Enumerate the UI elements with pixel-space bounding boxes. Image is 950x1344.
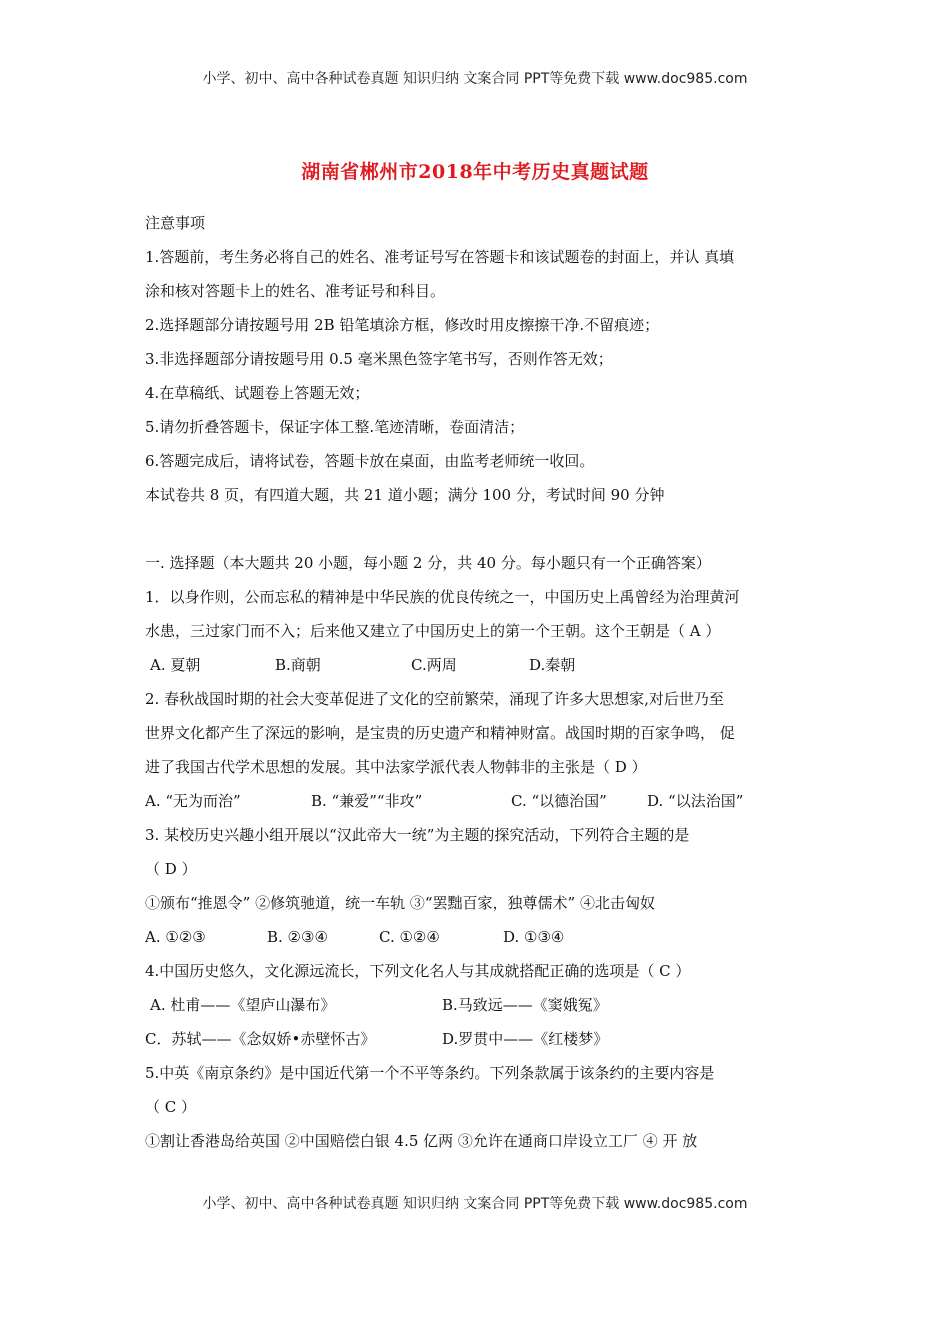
option-d: D. “以法治国”: [647, 792, 744, 810]
question-text: 水患，三过家门而不入；后来他又建立了中国历史上的第一个王朝。这个王朝是（ A ）: [145, 622, 721, 640]
notice-heading: 注意事项: [145, 214, 206, 232]
option-a: A. 杜甫——《望庐山瀑布》: [150, 996, 336, 1014]
question-text: ①颁布“推恩令” ②修筑驰道，统一车轨 ③“罢黜百家，独尊儒术” ④北击匈奴: [145, 894, 655, 912]
page-title: 湖南省郴州市2018年中考历史真题试题: [301, 161, 649, 183]
question-text: 1．以身作则，公而忘私的精神是中华民族的优良传统之一，中国历史上禹曾经为治理黄河: [145, 588, 740, 606]
option-d: D.罗贯中——《红楼梦》: [442, 1030, 609, 1048]
option-d: D. ①③④: [503, 928, 565, 946]
option-c: C. “以德治国”: [511, 792, 607, 810]
notice-line: 1.答题前，考生务必将自己的姓名、准考证号写在答题卡和该试题卷的封面上，并认 真填: [145, 248, 735, 266]
exam-content: [145, 206, 810, 1158]
question-text: 进了我国古代学术思想的发展。其中法家学派代表人物韩非的主张是（ D ）: [145, 758, 647, 776]
exam-summary: 本试卷共 8 页，有四道大题，共 21 道小题；满分 100 分，考试时间 90 分钟: [145, 486, 665, 504]
section-heading: 一. 选择题（本大题共 20 小题，每小题 2 分，共 40 分。每小题只有一个正确答案）: [145, 554, 711, 572]
option-b: B. “兼爱”“非攻”: [311, 792, 423, 810]
option-a: A. ①②③: [145, 928, 206, 946]
notice-line: 6.答题完成后，请将试卷，答题卡放在桌面，由监考老师统一收回。: [145, 452, 595, 470]
notice-line: 涂和核对答题卡上的姓名、准考证号和科目。: [145, 282, 446, 300]
option-c: C. ①②④: [379, 928, 440, 946]
option-b: B.马致远——《窦娥冤》: [442, 996, 608, 1014]
question-text: 2. 春秋战国时期的社会大变革促进了文化的空前繁荣，涌现了许多大思想家,对后世乃至: [145, 690, 724, 708]
question-text: 5.中英《南京条约》是中国近代第一个不平等条约。下列条款属于该条约的主要内容是: [145, 1064, 715, 1082]
option-a: A. “无为而治”: [145, 792, 241, 810]
page-header: 小学、初中、高中各种试卷真题 知识归纳 文案合同 PPT等免费下载 www.doc985.com: [202, 71, 748, 87]
question-options: [145, 784, 810, 818]
question-options: [145, 988, 810, 1022]
option-d: D.秦朝: [529, 656, 576, 674]
option-c: C.两周: [411, 656, 457, 674]
question-options: [145, 920, 810, 954]
question-options: [145, 1022, 810, 1056]
question-text: 4.中国历史悠久，文化源远流长，下列文化名人与其成就搭配正确的选项是（ C ）: [145, 962, 691, 980]
page-footer: 小学、初中、高中各种试卷真题 知识归纳 文案合同 PPT等免费下载 www.doc985.com: [202, 1196, 748, 1212]
notice-line: 5.请勿折叠答题卡，保证字体工整.笔迹清晰，卷面清洁；: [145, 418, 525, 436]
question-options: [145, 648, 810, 682]
question-text: （ C ）: [145, 1098, 197, 1116]
option-b: B.商朝: [275, 656, 321, 674]
question-text: 世界文化都产生了深远的影响，是宝贵的历史遗产和精神财富。战国时期的百家争鸣， 促: [145, 724, 735, 742]
notice-line: 3.非选择题部分请按题号用 0.5 毫米黑色签字笔书写，否则作答无效；: [145, 350, 613, 368]
option-b: B. ②③④: [267, 928, 328, 946]
option-a: A. 夏朝: [150, 656, 201, 674]
option-c: C．苏轼——《念奴娇•赤壁怀古》: [145, 1030, 376, 1048]
notice-line: 2.选择题部分请按题号用 2B 铅笔填涂方框，修改时用皮擦擦干净.不留痕迹；: [145, 316, 660, 334]
spacer: [145, 512, 810, 546]
question-text: ①割让香港岛给英国 ②中国赔偿白银 4.5 亿两 ③允许在通商口岸设立工厂 ④ 开 放: [145, 1132, 698, 1150]
notice-line: 4.在草稿纸、试题卷上答题无效；: [145, 384, 370, 402]
question-text: （ D ）: [145, 860, 197, 878]
question-text: 3. 某校历史兴趣小组开展以“汉此帝大一统”为主题的探究活动，下列符合主题的是: [145, 826, 690, 844]
